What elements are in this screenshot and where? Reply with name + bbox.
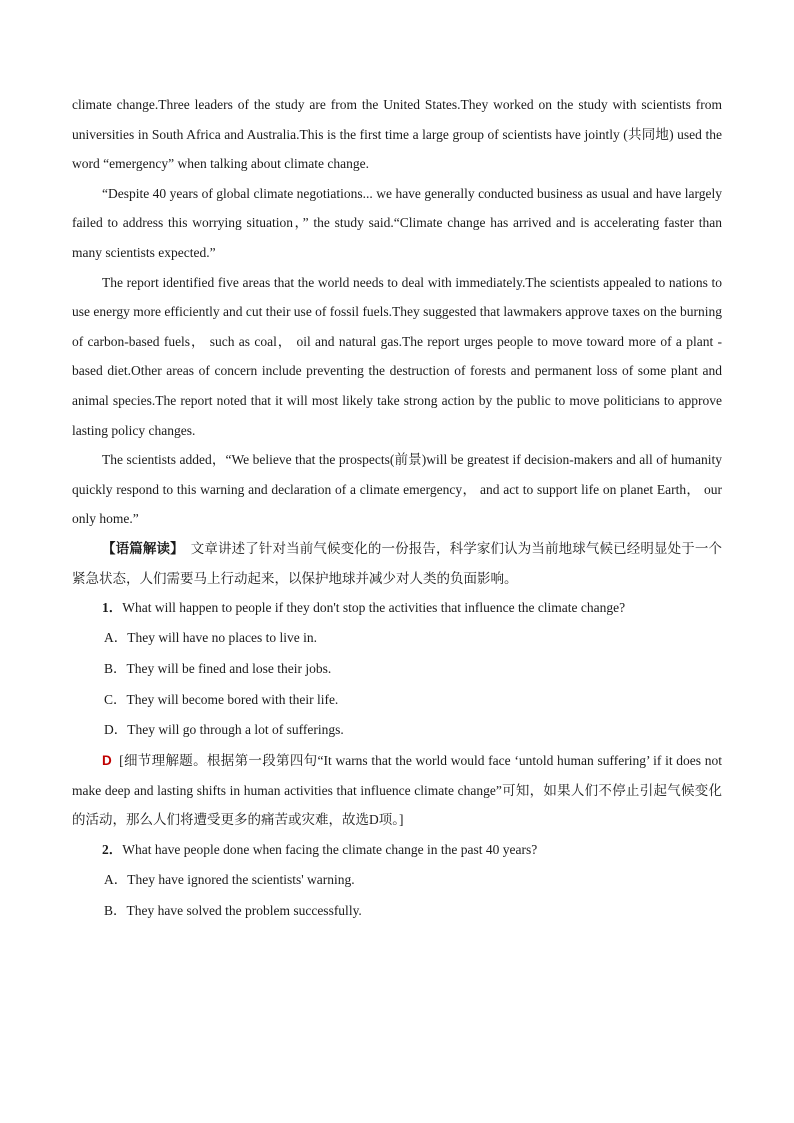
- analysis-text: 文章讲述了针对当前气候变化的一份报告，科学家们认为当前地球气候已经明显处于一个紧急状态，人们需要马上行动起来，以保护地球并减少对人类的负面影响。: [72, 540, 722, 586]
- question-1-number: 1．: [102, 600, 123, 616]
- question-2-option-b: B．They have solved the problem successfully.: [104, 902, 362, 918]
- discourse-analysis: [72, 534, 722, 593]
- analysis-label: 【语篇解读】: [102, 540, 184, 556]
- question-1-explanation: D [细节理解题。根据第一段第四句“It warns that the world would face ‘untold human suffering’ if it does not make deep and lasting shifts in human activities that influence climate change”可知，如果人们不停止引起气候变化的活动，那么人们将遭受更多的痛苦或灾难，故选D项。]: [72, 753, 722, 828]
- passage-paragraph-3: The report identified five areas that the world needs to deal with immediately.The scientists appealed to nations to use energy more efficiently and cut their use of fossil fuels.They suggested that lawmakers approve taxes on the burning of carbon-based fuels， such as coal， oil and natural gas.The report urges people to move toward more of a plant - based diet.Other areas of concern include preventing the destruction of forests and permanent loss of some plant and animal species.The report noted that it will most likely take strong action by the public to move politicians to approve lasting policy changes.: [72, 274, 722, 438]
- question-1-answer: D: [102, 753, 112, 769]
- question-1-option-a: A．They will have no places to live in.: [104, 630, 317, 646]
- question-1-option-b: B．They will be fined and lose their jobs.: [104, 660, 332, 676]
- question-2-stem: 2．What have people done when facing the climate change in the past 40 years?: [102, 842, 538, 858]
- question-2-number: 2．: [102, 842, 123, 858]
- document-page: [72, 90, 722, 927]
- passage-paragraph-4: The scientists added，“We believe that the prospects(前景)will be greatest if decision-makers and all of humanity quickly respond to this warning and declaration of a climate emergency， and act to support life on planet Earth， our only home.”: [72, 452, 722, 527]
- question-1-option-d: D．They will go through a lot of sufferings.: [104, 722, 344, 738]
- question-1-stem: 1．What will happen to people if they don't stop the activities that influence the climate change?: [102, 600, 626, 616]
- passage-paragraph-2: “Despite 40 years of global climate negotiations... we have generally conducted business as usual and have largely failed to address this worrying situation，” the study said.“Climate change has arrived and is accelerating faster than many scientists expected.”: [72, 185, 722, 260]
- passage-paragraph-1: climate change.Three leaders of the study are from the United States.They worked on the study with scientists from universities in South Africa and Australia.This is the first time a large group of scientists have jointly (共同地) used the word “emergency” when talking about climate change.: [72, 97, 722, 172]
- question-2-option-a: A．They have ignored the scientists' warning.: [104, 872, 355, 888]
- question-1-option-c: C．They will become bored with their life.: [104, 691, 339, 707]
